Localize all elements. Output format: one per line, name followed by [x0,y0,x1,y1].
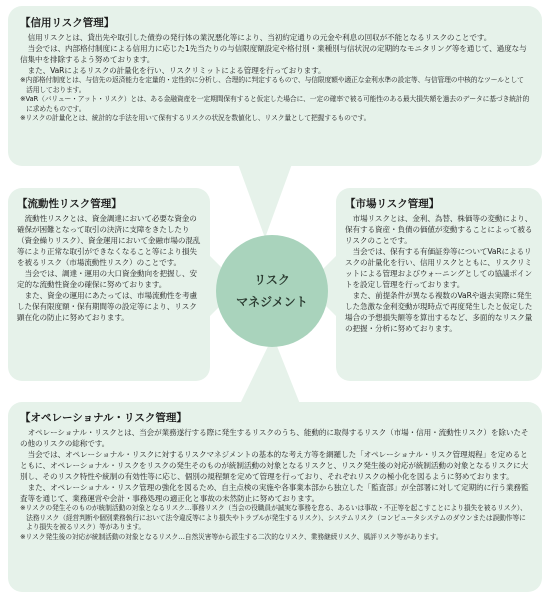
operational-note: ※リスクの発生そのものが統制活動の対象となるリスク…事務リスク（当会の役職員が誠実な事務を怠る、あるいは事故・不正等を起こすことにより損失を被るリスク）、法務リスク（経営判断や個別業務執行において法令違反等により損失やトラブルが発生するリスク）、システムリスク（コンピュータシステムのダウンまたは誤動作等により損失を被るリスク）等があります。 [20,504,527,532]
credit-note: ※リスクの計量化とは、統計的な手法を用いて保有するリスクの状況を数値化し、リスク量として把握するものです。 [20,114,371,123]
credit-risk-title: 【信用リスク管理】 [20,17,115,29]
operational-risk-title: 【オペレーショナル・リスク管理】 [20,412,187,424]
operational-risk-box [8,402,542,592]
market-risk-box [336,188,542,381]
credit-risk-box [8,6,542,166]
risk-management-circle [216,235,328,347]
credit-para: また、VaRによるリスクの計量化を行い、リスクリミットによる管理を行っております。 [27,66,326,75]
operational-para: 当会では、オペレーショナル・リスクに対するリスクマネジメントの基本的な考え方等を網羅した「オペレーショナル・リスク管理規程」を定めるとともに、オペレーショナル・リスクをリスクの発生そのものが統制活動の対象となるリスクと、リスク発生後の対応が統制活動の対象となるリスクに大別し、そのリスク特性や統制の有効性等に応じ、個別の規程類を定めて管理を行っており、それぞれリスクの極小化を図るように努めております。 [20,450,529,481]
operational-para: また、オペレーショナル・リスク管理の強化を図るため、自主点検の実施や各事業本部から独立した「監査部」が全部署に対して定期的に行う業務監査等を通じて、業務運営や会計・事務処理の適正化と事故の未然防止に努めております。 [20,483,529,503]
liquidity-risk-box [8,188,210,381]
credit-tail [238,164,292,238]
operational-note: ※リスク発生後の対応が統制活動の対象となるリスク…自然災害等から派生する二次的なリスク、業務継続リスク、風評リスク等があります。 [20,532,443,541]
center-label-line1: リスク [254,273,290,287]
liquidity-para: 当会では、調達・運用の大口資金動向を把握し、安定的な流動性資金の確保に努めております。 [17,269,197,289]
credit-note: ※内部格付制度とは、与信先の返済能力を定量的・定性的に分析し、合理的に判定するもので、与信限度額や適正な金利水準の設定等、与信管理の中核的なツールとして活用しております。 [20,76,524,94]
credit-para: 信用リスクとは、貸出先や取引した債券の発行体の業況悪化等により、当初約定通りの元金や利息の回収が不能となるリスクのことです。 [27,33,492,42]
credit-note: ※VaR（バリュー・アット・リスク）とは、ある金融資産を一定期間保有すると仮定した場合に、一定の確率で被る可能性のある最大損失額を過去のデータに基づき統計的に求めたものです。 [20,95,530,113]
market-risk-title: 【市場リスク管理】 [345,198,440,210]
market-para: 市場リスクとは、金利、為替、株価等の変動により、保有する資産・負債の価値が変動することによって被るリスクのことです。 [345,214,533,245]
operational-para: オペレーショナル・リスクとは、当会が業務遂行する際に発生するリスクのうち、能動的に取得するリスク（市場・信用・流動性リスク）を除いたその他のリスクの総称です。 [20,428,529,448]
center-label-line2: マネジメント [236,295,308,309]
liquidity-para: 流動性リスクとは、資金調達において必要な資金の確保が困難となって取引の決済に支障をきたしたり（資金繰りリスク）、資金運用において金融市場の混乱等により正常な取引ができなくなること等により損失を被るリスク（市場流動性リスク）のことです。 [17,214,201,267]
market-para: また、前提条件が異なる複数のVaRや過去実際に発生した急激な金利変動が現時点で再度発生したと仮定した場合の予想損失額等を算出するなど、多面的なリスク量の把握・分析に努めております。 [345,291,533,333]
market-para: 当会では、保有する有価証券等についてVaRによるリスクの計量化を行い、信用リスクとともに、リスクリミットによる管理およびウォーニングとしての協議ポイントを設定し管理を行っております。 [345,247,533,289]
liquidity-para: また、資金の運用にあたっては、市場流動性を考慮した保有限度額・保有期間等の設定等により、リスク顕在化の防止に努めております。 [17,291,197,322]
liquidity-risk-title: 【流動性リスク管理】 [17,198,122,210]
credit-para: 当会では、内部格付制度による信用力に応じた1先当たりの与信限度額設定や格付別・業種別与信状況の定期的なモニタリング等を通じて、過度な与信集中を排除するよう努めております。 [20,44,527,64]
